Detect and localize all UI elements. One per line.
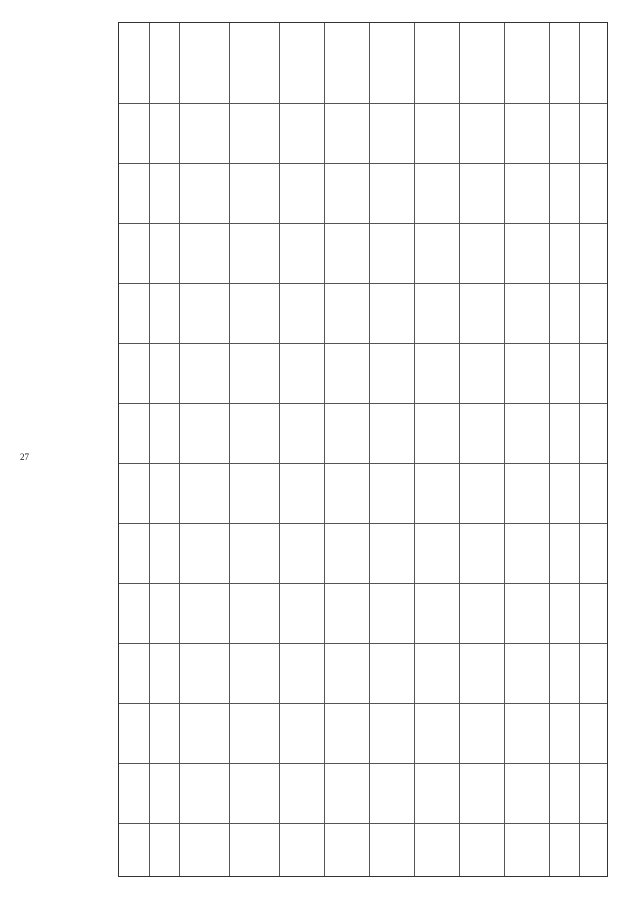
table-row-divider xyxy=(119,223,607,224)
program-indicators-table xyxy=(118,22,608,877)
table-row-divider xyxy=(119,583,607,584)
table-column-divider xyxy=(504,23,505,876)
table-column-divider xyxy=(179,23,180,876)
table-column-divider xyxy=(369,23,370,876)
table-column-divider xyxy=(579,23,580,876)
table-column-divider xyxy=(149,23,150,876)
table-row-divider xyxy=(119,763,607,764)
table-row-divider xyxy=(119,103,607,104)
table-row-divider xyxy=(119,403,607,404)
table-row-divider xyxy=(119,823,607,824)
table-row-divider xyxy=(119,523,607,524)
table-row-divider xyxy=(119,463,607,464)
table-row-divider xyxy=(119,643,607,644)
table-column-divider xyxy=(279,23,280,876)
table-row-divider xyxy=(119,343,607,344)
table-row-divider xyxy=(119,283,607,284)
table-column-divider xyxy=(324,23,325,876)
page-number: 27 xyxy=(20,452,29,462)
table-column-divider xyxy=(549,23,550,876)
table-column-divider xyxy=(414,23,415,876)
table-row-divider xyxy=(119,163,607,164)
table-row-divider xyxy=(119,703,607,704)
table-column-divider xyxy=(459,23,460,876)
table-column-divider xyxy=(229,23,230,876)
